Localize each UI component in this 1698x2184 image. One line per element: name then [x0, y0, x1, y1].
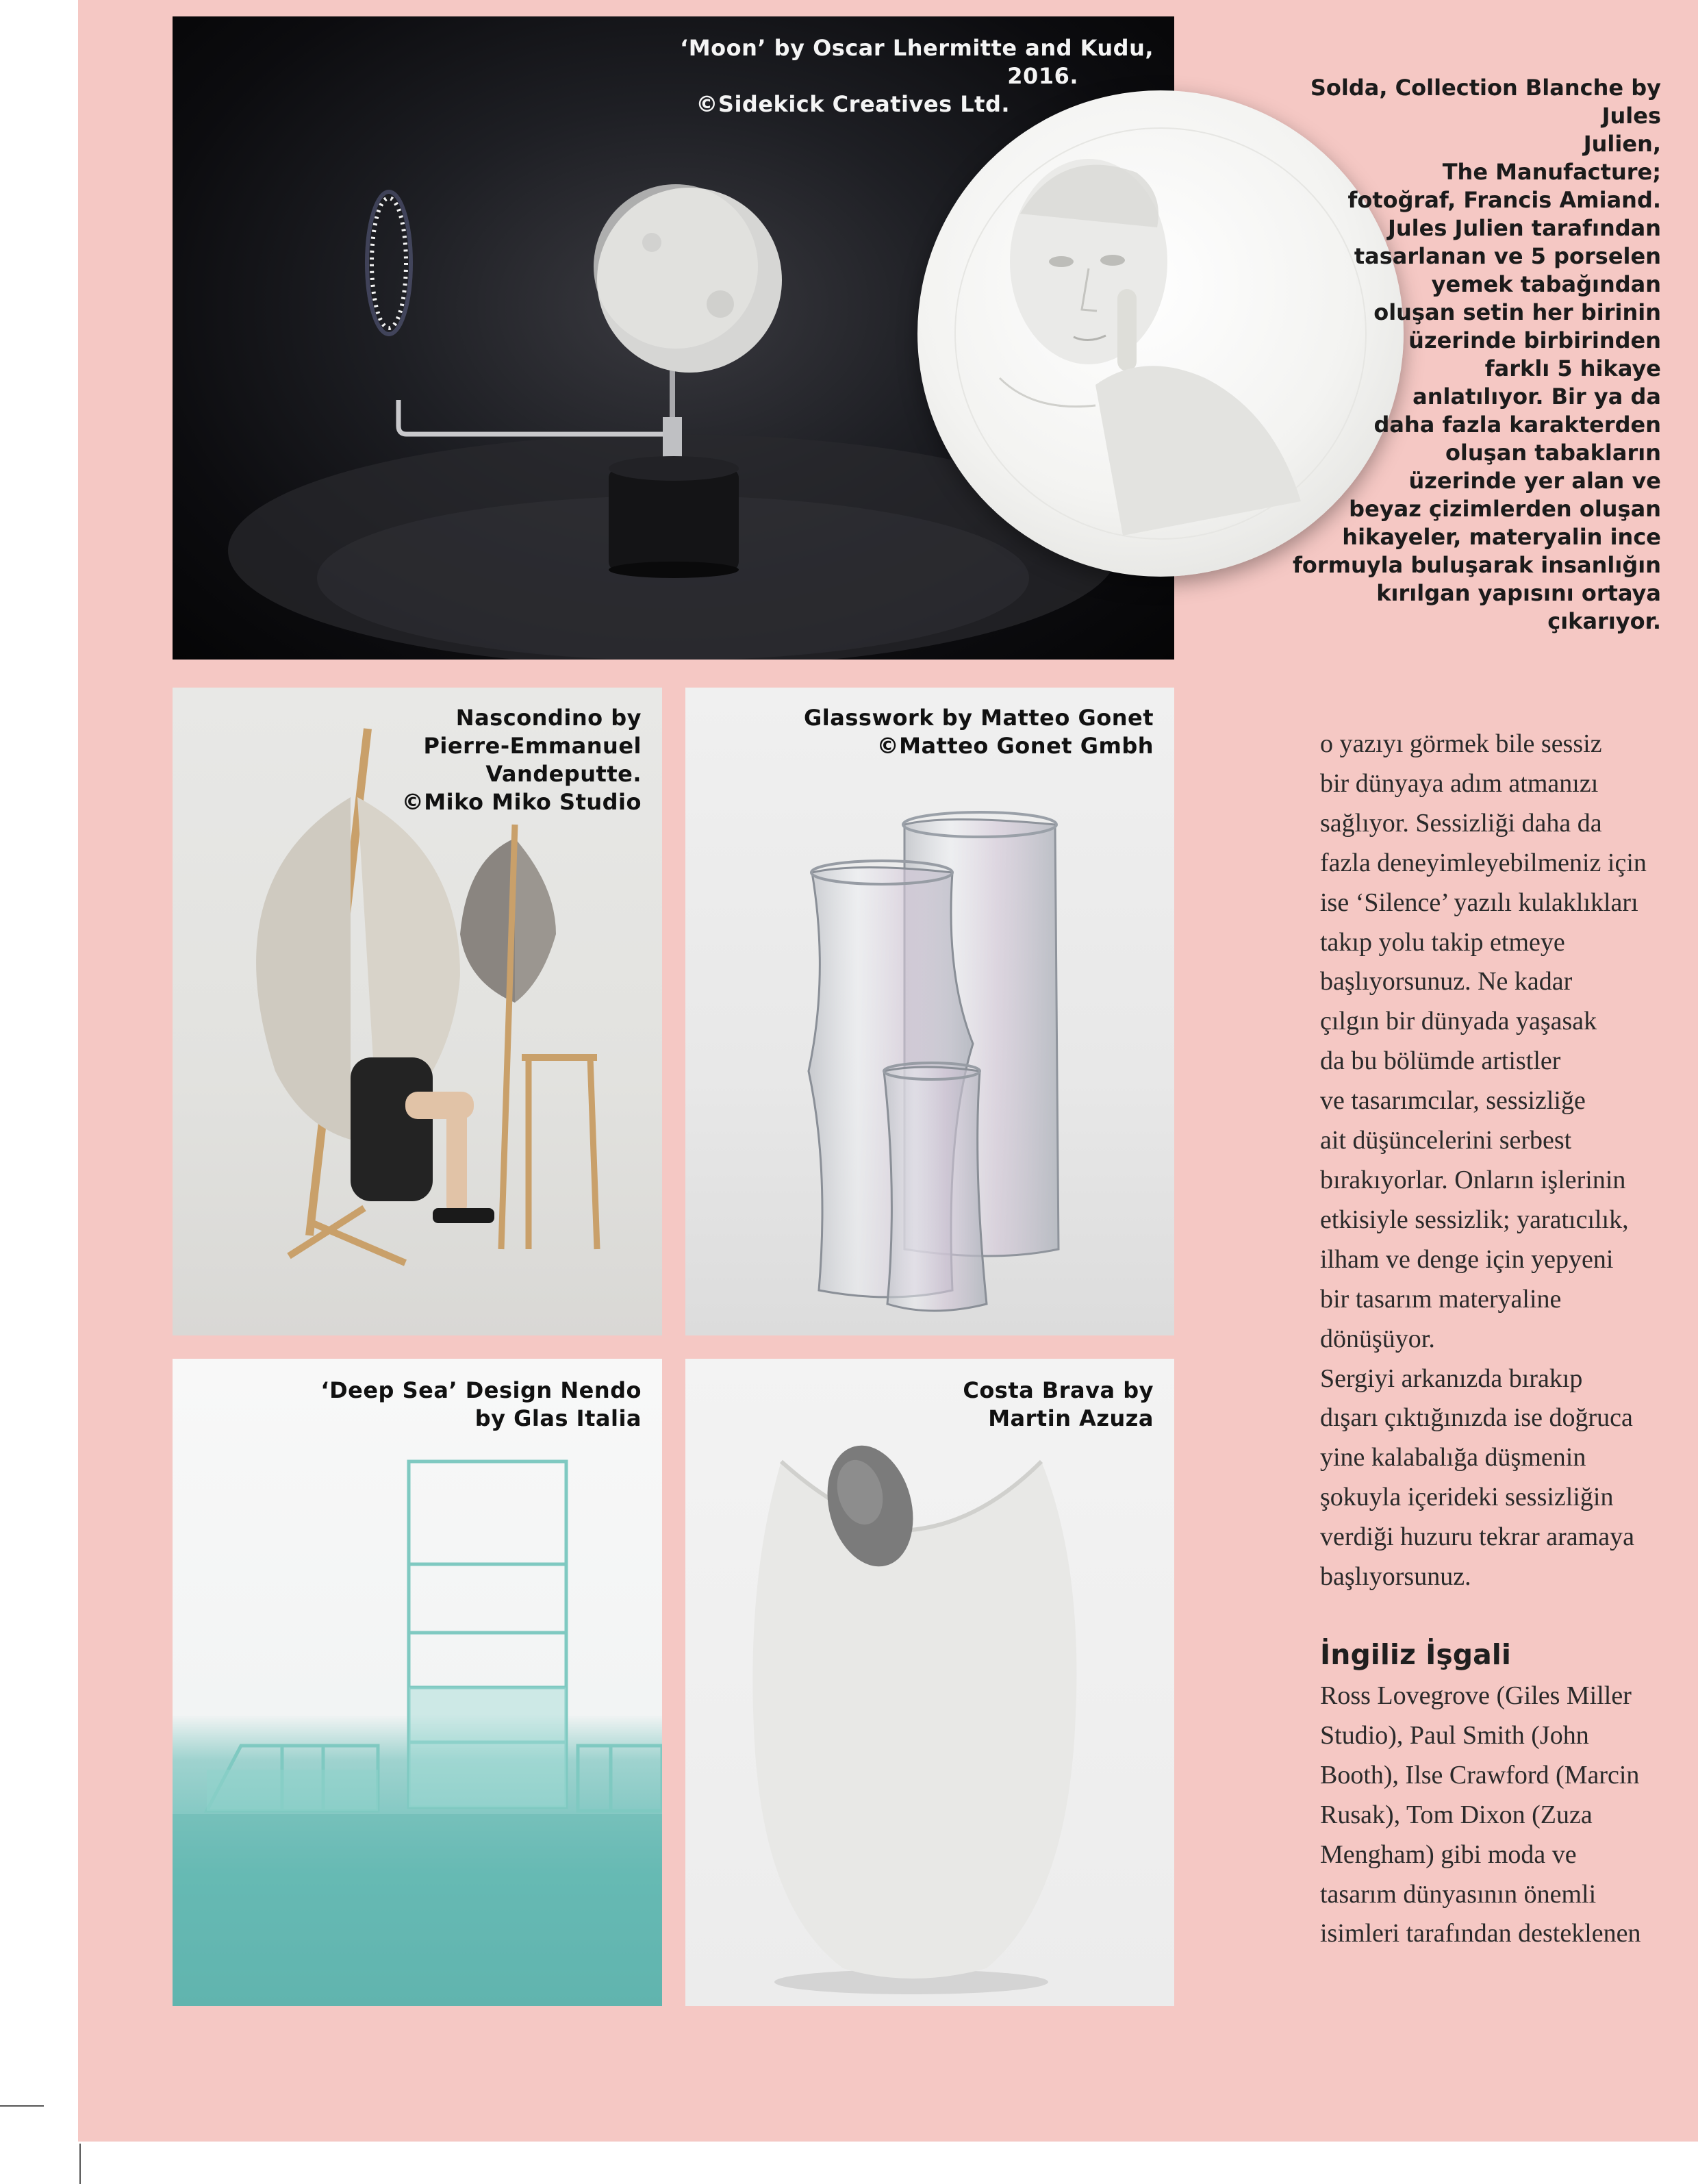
caption-line: ‘Deep Sea’ Design Nendo — [320, 1377, 642, 1403]
costa-brava-caption — [963, 1377, 1154, 1433]
article-line: verdiği huzuru tekrar aramaya — [1320, 1522, 1634, 1552]
costa-brava-photo — [685, 1359, 1174, 2006]
article-line: Rusak), Tom Dixon (Zuza — [1320, 1800, 1593, 1829]
solda-line: beyaz çizimlerden oluşan — [1349, 496, 1661, 522]
section-heading: İngiliz İşgali — [1320, 1638, 1511, 1671]
caption-line: 2016. — [1007, 63, 1078, 89]
solda-line: oluşan setin her birinin — [1373, 299, 1661, 325]
article-line: ilham ve denge için yepyeni — [1320, 1244, 1614, 1274]
solda-line: hikayeler, materyalin ince — [1342, 524, 1661, 550]
solda-line: yemek tabağından — [1431, 271, 1661, 297]
article-line: ise ‘Silence’ yazılı kulaklıkları — [1320, 888, 1638, 917]
article-line: takıp yolu takip etmeye — [1320, 927, 1565, 957]
solda-line: The Manufacture; — [1442, 159, 1661, 185]
article-section-body — [1320, 1677, 1676, 1954]
solda-line: anlatılıyor. Bir ya da — [1412, 384, 1661, 410]
article-line: başlıyorsunuz. — [1320, 1562, 1471, 1592]
glasswork-illustration — [685, 688, 1174, 1335]
costa-brava-illustration — [685, 1359, 1174, 2006]
caption-line: Costa Brava by — [963, 1377, 1154, 1403]
deep-sea-caption — [320, 1377, 642, 1433]
solda-line: formuyla buluşarak insanlığın — [1292, 552, 1661, 578]
solda-line: üzerinde birbirinden — [1408, 327, 1661, 353]
article-line: ve tasarımcılar, sessizliğe — [1320, 1086, 1586, 1116]
deep-sea-illustration — [173, 1359, 662, 2006]
solda-line: Julien, — [1583, 131, 1661, 157]
article-line: sağlıyor. Sessizliği daha da — [1320, 808, 1602, 838]
caption-line: Nascondino by — [455, 705, 642, 731]
article-line: bırakıyorlar. Onların işlerinin — [1320, 1165, 1626, 1194]
article-line: dışarı çıktığınızda ise doğruca — [1320, 1403, 1633, 1433]
glasswork-caption — [804, 704, 1154, 760]
article-line: ait düşüncelerini serbest — [1320, 1126, 1572, 1155]
solda-line: Solda, Collection Blanche by Jules — [1310, 75, 1661, 129]
article-line: o yazıyı görmek bile sessiz — [1320, 729, 1602, 758]
article-line: Sergiyi arkanızda bırakıp — [1320, 1364, 1583, 1393]
article-line: Mengham) gibi moda ve — [1320, 1840, 1577, 1869]
article-line: bir dünyaya adım atmanızı — [1320, 768, 1599, 798]
caption-line: ©Matteo Gonet Gmbh — [876, 733, 1154, 759]
solda-line: tasarlanan ve 5 porselen — [1354, 243, 1661, 269]
caption-line: Pierre-Emmanuel — [423, 733, 642, 759]
article-line: etkisiyle sessizlik; yaratıcılık, — [1320, 1205, 1629, 1234]
caption-line: Vandeputte. — [485, 761, 642, 787]
article-line: çılgın bir dünyada yaşasak — [1320, 1007, 1597, 1036]
caption-line: ©Miko Miko Studio — [401, 789, 642, 815]
margin-rule-vertical — [79, 2144, 81, 2184]
article-line: da bu bölümde artistler — [1320, 1046, 1561, 1076]
article-line: Booth), Ilse Crawford (Marcin — [1320, 1760, 1640, 1790]
caption-line: Glasswork by Matteo Gonet — [804, 705, 1154, 731]
article-line: dönüşüyor. — [1320, 1324, 1435, 1353]
margin-rule — [0, 2105, 44, 2107]
solda-line: farklı 5 hikaye — [1484, 355, 1661, 381]
glasswork-photo — [685, 688, 1174, 1335]
article-line: başlıyorsunuz. Ne kadar — [1320, 967, 1573, 996]
solda-line: üzerinde yer alan ve — [1408, 468, 1661, 494]
article-line: şokuyla içerideki sessizliğin — [1320, 1483, 1614, 1512]
article-line: tasarım dünyasının önemli — [1320, 1879, 1597, 1909]
article-body — [1320, 725, 1676, 1597]
caption-line: by Glas Italia — [474, 1405, 642, 1431]
caption-line: Martin Azuza — [988, 1405, 1154, 1431]
caption-line: ©Sidekick Creatives Ltd. — [696, 91, 1010, 117]
solda-line: kırılgan yapısını ortaya — [1376, 580, 1661, 606]
article-line: yine kalabalığa düşmenin — [1320, 1443, 1586, 1472]
caption-line: ‘Moon’ by Oscar Lhermitte and Kudu, — [680, 35, 1154, 61]
article-line: Ross Lovegrove (Giles Miller — [1320, 1681, 1632, 1710]
article-line: bir tasarım materyaline — [1320, 1284, 1562, 1314]
solda-line: oluşan tabakların — [1445, 440, 1661, 466]
solda-line: Jules Julien tarafından — [1387, 215, 1661, 241]
article-line: fazla deneyimleyebilmeniz için — [1320, 848, 1647, 877]
article-line: isimleri tarafından desteklenen — [1320, 1919, 1641, 1948]
solda-caption-paragraph — [1253, 74, 1661, 636]
deep-sea-photo — [173, 1359, 662, 2006]
solda-line: daha fazla karakterden — [1373, 412, 1661, 438]
nascondino-caption — [402, 704, 642, 816]
article-line: Studio), Paul Smith (John — [1320, 1720, 1589, 1750]
solda-line: çıkarıyor. — [1547, 608, 1661, 634]
solda-line: fotoğraf, Francis Amiand. — [1347, 187, 1661, 213]
nascondino-photo — [173, 688, 662, 1335]
